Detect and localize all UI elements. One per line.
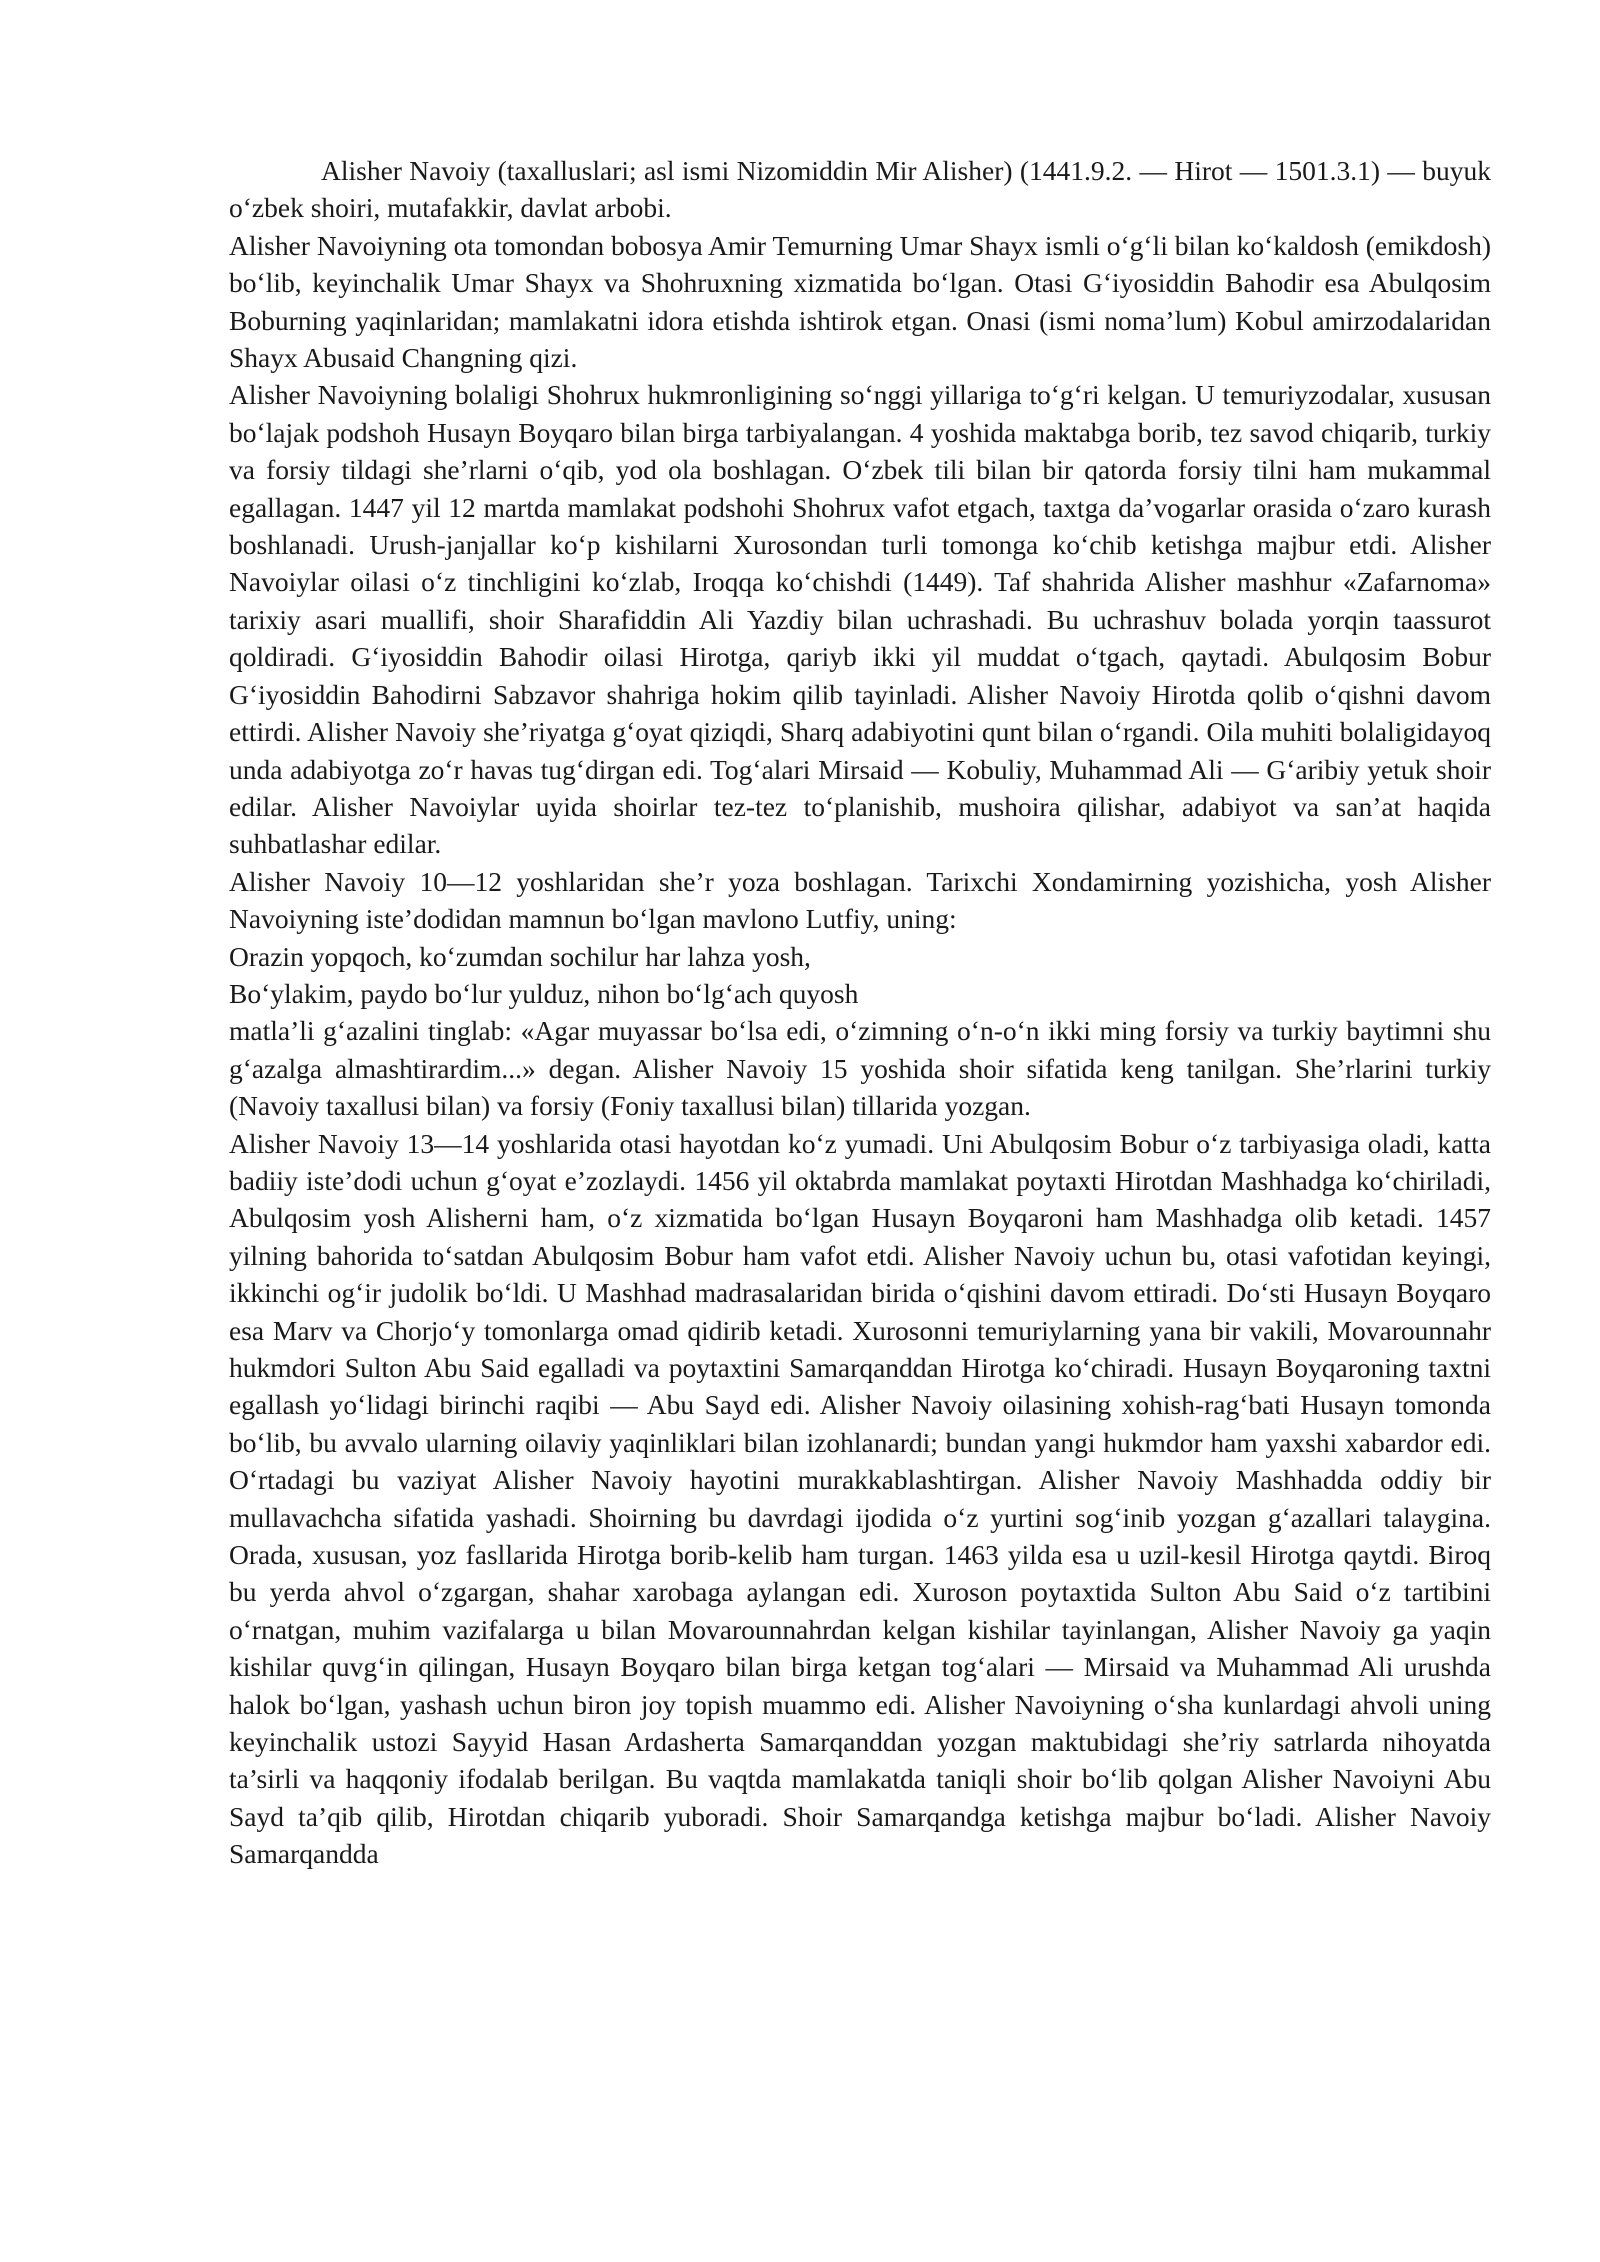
paragraph-matla: matla’li g‘azalini tinglab: «Agar muyassar bo‘lsa edi, o‘zimning o‘n-o‘n ikki ming forsiy va turkiy baytimni shu g‘azalga almashtirardim...» degan. Alisher Navoiy 15 yoshida shoir sifatida keng tanilgan. She’rlarini turkiy (Navoiy taxallusi bilan) va forsiy (Foniy taxallusi bilan) tillarida yozgan. (229, 1015, 1491, 1122)
paragraph-intro: Alisher Navoiy (taxalluslari; asl ismi Nizomiddin Mir Alisher) (1441.9.2. — Hirot — 1501.3.1) — buyuk o‘zbek shoiri, mutafakkir, davlat arbobi. (229, 155, 1491, 224)
document-page (229, 152, 1491, 1873)
paragraph-youth: Alisher Navoiy 13—14 yoshlarida otasi hayotdan ko‘z yumadi. Uni Abulqosim Bobur o‘z tarbiyasiga oladi, katta badiiy iste’dodi uchun g‘oyat e’zozlaydi. 1456 yil oktabrda mamlakat poytaxti Hirotdan Mashhadga ko‘chiriladi, Abulqosim yosh Alisherni ham, o‘z xizmatida bo‘lgan Husayn Boyqaroni ham Mashhadga olib ketadi. 1457 yilning bahorida to‘satdan Abulqosim Bobur ham vafot etdi. Alisher Navoiy uchun bu, otasi vafotidan keyingi, ikkinchi og‘ir judolik bo‘ldi. U Mashhad madrasalaridan birida o‘qishini davom ettiradi. Do‘sti Husayn Boyqaro esa Marv va Chorjo‘y tomonlarga omad qidirib ketadi. Xurosonni temuriylarning yana bir vakili, Movarounnahr hukmdori Sulton Abu Said egalladi va poytaxtini Samarqanddan Hirotga ko‘chiradi. Husayn Boyqaroning taxtni egallash yo‘lidagi birinchi raqibi — Abu Sayd edi. Alisher Navoiy oilasining xohish-rag‘bati Husayn tomonda bo‘lib, bu avvalo ularning oilaviy yaqinliklari bilan izohlanardi; bundan yangi hukmdor ham yaxshi xabardor edi. O‘rtadagi bu vaziyat Alisher Navoiy hayotini murakkablashtirgan. Alisher Navoiy Mashhadda oddiy bir mullavachcha sifatida yashadi. Shoirning bu davrdagi ijodida o‘z yurtini sog‘inib yozgan g‘azallari talaygina. Orada, xususan, yoz fasllarida Hirotga borib-kelib ham turgan. 1463 yilda esa u uzil-kesil Hirotga qaytdi. Biroq bu yerda ahvol o‘zgargan, shahar xarobaga aylangan edi. Xuroson poytaxtida Sulton Abu Said o‘z tartibini o‘rnatgan, muhim vazifalarga u bilan Movarounnahrdan kelgan kishilar tayinlangan, Alisher Navoiy ga yaqin kishilar quvg‘in qilingan, Husayn Boyqaro bilan birga ketgan tog‘alari — Mirsaid va Muhammad Ali urushda halok bo‘lgan, yashash uchun biron joy topish muammo edi. Alisher Navoiyning o‘sha kunlardagi ahvoli uning keyinchalik ustozi Sayyid Hasan Ardasherta Samarqanddan yozgan maktubidagi she’riy satrlarda nihoyatda ta’sirli va haqqoniy ifodalab berilgan. Bu vaqtda mamlakatda taniqli shoir bo‘lib qolgan Alisher Navoiyni Abu Sayd ta’qib qilib, Hirotdan chiqarib yuboradi. Shoir Samarqandga ketishga majbur bo‘ladi. Alisher Navoiy Samarqandda (229, 1127, 1491, 1870)
paragraph-early-poetry: Alisher Navoiy 10—12 yoshlaridan she’r yoza boshlagan. Tarixchi Xondamirning yozishicha, yosh Alisher Navoiyning iste’dodidan mamnun bo‘lgan mavlono Lutfiy, uning: (229, 865, 1491, 935)
verse-line-1: Orazin yopqoch, ko‘zumdan sochilur har lahza yosh, (229, 940, 811, 972)
verse-line-2: Bo‘ylakim, paydo bo‘lur yulduz, nihon bo‘lg‘ach quyosh (229, 977, 859, 1009)
paragraph-ancestry: Alisher Navoiyning ota tomondan bobosya Amir Temurning Umar Shayx ismli o‘g‘li bilan ko‘kaldosh (emikdosh) bo‘lib, keyinchalik Umar Shayx va Shohruxning xizmatida bo‘lgan. Otasi G‘iyosiddin Bahodir esa Abulqosim Boburning yaqinlaridan; mamlakatni idora etishda ishtirok etgan. Onasi (ismi noma’lum) Kobul amirzodalaridan Shayx Abusaid Changning qizi. (229, 229, 1491, 374)
paragraph-childhood: Alisher Navoiyning bolaligi Shohrux hukmronligining so‘nggi yillariga to‘g‘ri kelgan. U temuriyzodalar, xususan bo‘lajak podshoh Husayn Boyqaro bilan birga tarbiyalangan. 4 yoshida maktabga borib, tez savod chiqarib, turkiy va forsiy tildagi she’rlarni o‘qib, yod ola boshlagan. O‘zbek tili bilan bir qatorda forsiy tilni ham mukammal egallagan. 1447 yil 12 martda mamlakat podshohi Shohrux vafot etgach, taxtga da’vogarlar orasida o‘zaro kurash boshlanadi. Urush-janjallar ko‘p kishilarni Xurosondan turli tomonga ko‘chib ketishga majbur etdi. Alisher Navoiylar oilasi o‘z tinchligini ko‘zlab, Iroqqa ko‘chishdi (1449). Taf shahrida Alisher mashhur «Zafarnoma» tarixiy asari muallifi, shoir Sharafiddin Ali Yazdiy bilan uchrashadi. Bu uchrashuv bolada yorqin taassurot qoldiradi. G‘iyosiddin Bahodir oilasi Hirotga, qariyb ikki yil muddat o‘tgach, qaytadi. Abulqosim Bobur G‘iyosiddin Bahodirni Sabzavor shahriga hokim qilib tayinladi. Alisher Navoiy Hirotda qolib o‘qishni davom ettirdi. Alisher Navoiy she’riyatga g‘oyat qiziqdi, Sharq adabiyotini qunt bilan o‘rgandi. Oila muhiti bolaligidayoq unda adabiyotga zo‘r havas tug‘dirgan edi. Tog‘alari Mirsaid — Kobuliy, Muhammad Ali — G‘aribiy yetuk shoir edilar. Alisher Navoiylar uyida shoirlar tez-tez to‘planishib, mushoira qilishar, adabiyot va san’at haqida suhbatlashar edilar. (229, 379, 1491, 860)
